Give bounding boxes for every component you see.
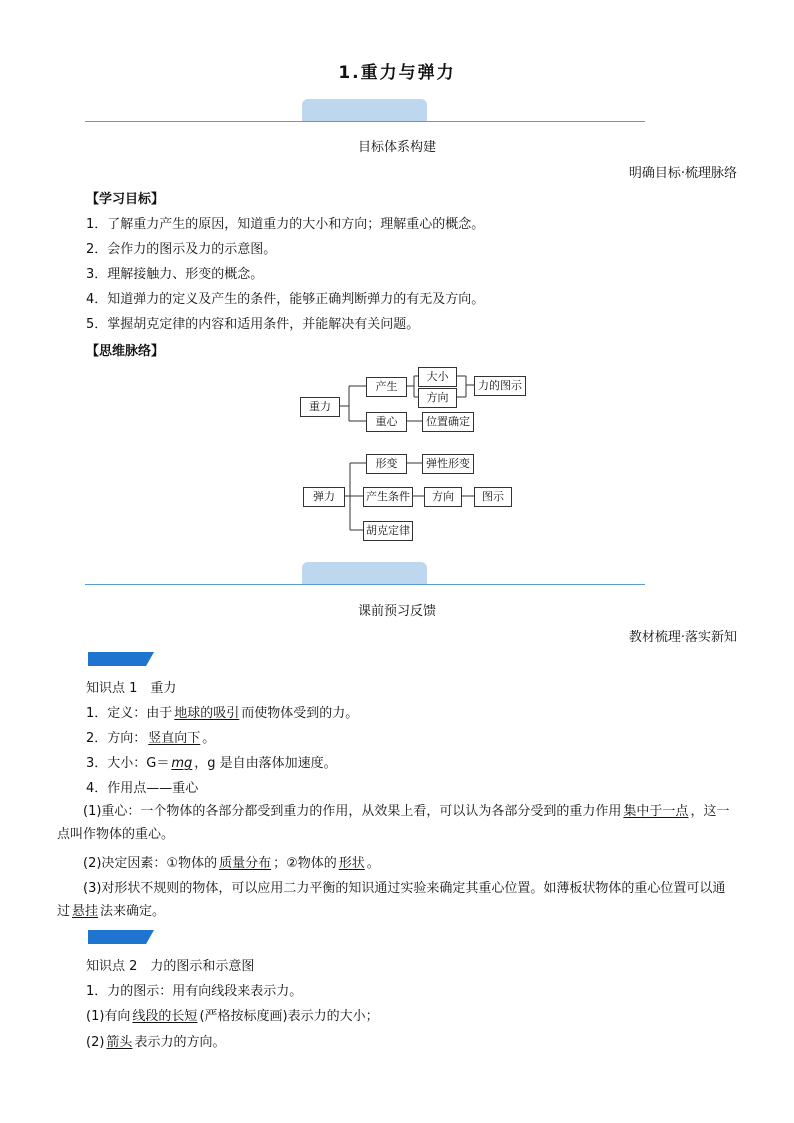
text: ，g 是自由落体加速度。 xyxy=(194,756,337,771)
text: 2．方向： xyxy=(86,731,147,746)
text: (1)重心：一个物体的各部分都受到重力的作用，从效果上看，可以认为各部分受到的重力作用 xyxy=(83,804,622,819)
mindmap-node-size: 大小 xyxy=(418,367,457,387)
mindmap-node-elastic-diagram: 图示 xyxy=(474,487,512,507)
answer-blank: 线段的长短 xyxy=(132,1009,198,1024)
kp2-line3 xyxy=(86,1031,225,1050)
mindmap-node-deform: 形变 xyxy=(366,454,407,474)
knowledge-badge xyxy=(88,652,154,666)
section-tab xyxy=(302,562,427,584)
text: (2)决定因素：①物体的 xyxy=(83,856,218,871)
goal-item: 2．会作力的图示及力的示意图。 xyxy=(86,242,277,257)
mindmap-node-elastic-deform: 弹性形变 xyxy=(422,454,474,474)
kp1-heading: 知识点 1 重力 xyxy=(86,681,177,696)
text: 3．大小：G＝ xyxy=(86,756,170,771)
answer-blank: 形状 xyxy=(338,856,365,871)
answer-blank: 悬挂 xyxy=(72,904,99,919)
kp2-heading: 知识点 2 力的图示和示意图 xyxy=(86,959,255,974)
section-title: 课前预习反馈 xyxy=(357,604,436,619)
text: 1．定义：由于 xyxy=(86,706,173,721)
section-subtitle: 明确目标·梳理脉络 xyxy=(628,166,737,181)
kp2-line2 xyxy=(86,1005,379,1024)
text: (2) xyxy=(86,1035,105,1050)
answer-blank: mg xyxy=(171,756,193,771)
answer-blank: 箭头 xyxy=(106,1035,133,1050)
mindmap-node-center: 重心 xyxy=(366,412,407,432)
section-divider xyxy=(85,584,645,585)
goal-item: 1．了解重力产生的原因，知道重力的大小和方向；理解重心的概念。 xyxy=(86,217,485,232)
mindmap-node-conditions: 产生条件 xyxy=(363,487,413,507)
mindmap-node-direction: 方向 xyxy=(418,388,457,408)
answer-blank: 集中于一点 xyxy=(623,804,689,819)
text: 。 xyxy=(366,856,380,871)
text: 而使物体受到的力。 xyxy=(241,706,359,721)
mindmap-node-elastic-direction: 方向 xyxy=(424,487,462,507)
learning-goals-heading: 【学习目标】 xyxy=(86,192,165,207)
answer-blank: 地球的吸引 xyxy=(174,706,240,721)
mindmap-node-hooke: 胡克定律 xyxy=(363,521,413,541)
goal-item: 3．理解接触力、形变的概念。 xyxy=(86,267,264,282)
kp1-size xyxy=(86,752,337,771)
mindmap-node-elastic: 弹力 xyxy=(303,487,345,507)
kp1-center-factors xyxy=(57,852,737,875)
answer-blank: 竖直向下 xyxy=(148,731,201,746)
text: (严格按标度画)表示力的大小； xyxy=(199,1009,379,1024)
kp1-point: 4．作用点——重心 xyxy=(86,781,199,796)
mindmap-node-position: 位置确定 xyxy=(422,412,474,432)
mindmap-node-produce: 产生 xyxy=(366,377,407,397)
section-subtitle: 教材梳理·落实新知 xyxy=(628,630,737,645)
goal-item: 4．知道弹力的定义及产生的条件，能够正确判断弹力的有无及方向。 xyxy=(86,292,485,307)
answer-blank: 质量分布 xyxy=(219,856,272,871)
mindmap-node-gravity: 重力 xyxy=(300,397,340,417)
section-title: 目标体系构建 xyxy=(357,140,436,155)
kp1-center-method xyxy=(57,877,737,923)
goal-item: 5．掌握胡克定律的内容和适用条件，并能解决有关问题。 xyxy=(86,317,420,332)
kp2-line1: 1．力的图示：用有向线段来表示力。 xyxy=(86,984,303,999)
text: (3)对形状不规则的物体，可以应用二力平衡的知识通过实验来确定其重心位置。如薄板状物体的重心位置可以通过 xyxy=(57,881,726,919)
kp1-direction xyxy=(86,727,215,746)
text: ；②物体的 xyxy=(273,856,337,871)
text: (1)有向 xyxy=(86,1009,131,1024)
page-title: 1.重力与弹力 xyxy=(338,63,456,83)
text: 表示力的方向。 xyxy=(134,1035,226,1050)
text: ，这一点叫作物体的重心。 xyxy=(57,804,730,842)
kp1-definition xyxy=(86,702,358,721)
knowledge-badge xyxy=(88,930,154,944)
text: 法来确定。 xyxy=(100,904,166,919)
kp1-center-def xyxy=(57,800,737,846)
text: 。 xyxy=(202,731,216,746)
mindmap-heading: 【思维脉络】 xyxy=(86,344,165,359)
mindmap-node-force-diagram: 力的图示 xyxy=(474,376,526,396)
